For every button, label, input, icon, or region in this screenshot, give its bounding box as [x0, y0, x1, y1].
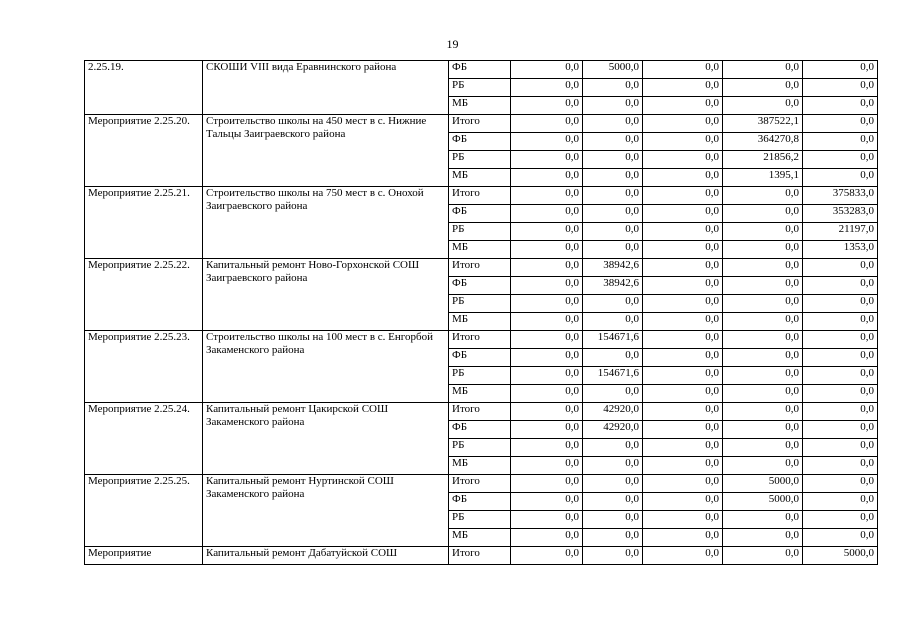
table-row	[85, 259, 878, 277]
funding-source-cell: МБ	[449, 457, 511, 475]
amount-cell: 0,0	[583, 385, 643, 403]
event-description-cell: Строительство школы на 750 мест в с. Онохой Заиграевского района	[203, 187, 449, 259]
amount-cell: 0,0	[803, 349, 878, 367]
amount-cell: 0,0	[803, 79, 878, 97]
funding-source-cell: Итого	[449, 547, 511, 565]
amount-cell: 0,0	[723, 259, 803, 277]
event-description-cell: Капитальный ремонт Нуртинской СОШ Закаменского района	[203, 475, 449, 547]
amount-cell: 0,0	[643, 385, 723, 403]
funding-source-cell: Итого	[449, 259, 511, 277]
amount-cell: 0,0	[643, 313, 723, 331]
amount-cell: 0,0	[643, 187, 723, 205]
amount-cell: 0,0	[643, 367, 723, 385]
event-label-cell: Мероприятие 2.25.25.	[85, 475, 203, 547]
amount-cell: 0,0	[583, 349, 643, 367]
funding-source-cell: МБ	[449, 385, 511, 403]
amount-cell: 0,0	[583, 79, 643, 97]
amount-cell: 0,0	[511, 151, 583, 169]
amount-cell: 0,0	[803, 313, 878, 331]
event-description-cell: Капитальный ремонт Ново-Горхонской СОШ Заиграевского района	[203, 259, 449, 331]
amount-cell: 0,0	[723, 511, 803, 529]
funding-source-cell: РБ	[449, 79, 511, 97]
funding-source-cell: Итого	[449, 115, 511, 133]
funding-source-cell: ФБ	[449, 61, 511, 79]
amount-cell: 38942,6	[583, 277, 643, 295]
amount-cell: 0,0	[723, 187, 803, 205]
amount-cell: 0,0	[803, 493, 878, 511]
amount-cell: 0,0	[583, 439, 643, 457]
amount-cell: 0,0	[511, 79, 583, 97]
amount-cell: 21197,0	[803, 223, 878, 241]
amount-cell: 0,0	[583, 187, 643, 205]
amount-cell: 42920,0	[583, 421, 643, 439]
amount-cell: 0,0	[511, 403, 583, 421]
amount-cell: 0,0	[723, 241, 803, 259]
funding-source-cell: МБ	[449, 97, 511, 115]
amount-cell: 387522,1	[723, 115, 803, 133]
amount-cell: 5000,0	[723, 475, 803, 493]
amount-cell: 0,0	[643, 97, 723, 115]
amount-cell: 0,0	[723, 277, 803, 295]
amount-cell: 0,0	[803, 367, 878, 385]
amount-cell: 0,0	[643, 169, 723, 187]
funding-source-cell: РБ	[449, 295, 511, 313]
amount-cell: 0,0	[643, 277, 723, 295]
amount-cell: 0,0	[723, 97, 803, 115]
page-number: 19	[446, 37, 459, 51]
funding-source-cell: Итого	[449, 403, 511, 421]
table-row	[85, 403, 878, 421]
funding-source-cell: РБ	[449, 439, 511, 457]
amount-cell: 0,0	[803, 277, 878, 295]
amount-cell: 0,0	[723, 439, 803, 457]
amount-cell: 0,0	[803, 529, 878, 547]
amount-cell: 0,0	[723, 457, 803, 475]
amount-cell: 0,0	[583, 511, 643, 529]
amount-cell: 0,0	[643, 259, 723, 277]
amount-cell: 353283,0	[803, 205, 878, 223]
funding-source-cell: ФБ	[449, 205, 511, 223]
amount-cell: 154671,6	[583, 331, 643, 349]
amount-cell: 0,0	[583, 529, 643, 547]
amount-cell: 0,0	[643, 205, 723, 223]
amount-cell: 0,0	[723, 385, 803, 403]
funding-source-cell: ФБ	[449, 421, 511, 439]
amount-cell: 0,0	[803, 259, 878, 277]
amount-cell: 0,0	[643, 475, 723, 493]
amount-cell: 0,0	[583, 169, 643, 187]
amount-cell: 0,0	[583, 241, 643, 259]
amount-cell: 0,0	[643, 295, 723, 313]
amount-cell: 0,0	[583, 475, 643, 493]
amount-cell: 0,0	[643, 439, 723, 457]
funding-source-cell: ФБ	[449, 493, 511, 511]
event-label-cell: Мероприятие 2.25.20.	[85, 115, 203, 187]
amount-cell: 1353,0	[803, 241, 878, 259]
amount-cell: 0,0	[723, 403, 803, 421]
amount-cell: 0,0	[511, 547, 583, 565]
amount-cell: 42920,0	[583, 403, 643, 421]
amount-cell: 0,0	[511, 475, 583, 493]
amount-cell: 38942,6	[583, 259, 643, 277]
funding-source-cell: Итого	[449, 187, 511, 205]
event-description-cell: СКОШИ VIII вида Еравнинского района	[203, 61, 449, 115]
amount-cell: 0,0	[803, 151, 878, 169]
amount-cell: 0,0	[723, 547, 803, 565]
amount-cell: 0,0	[803, 169, 878, 187]
amount-cell: 0,0	[583, 133, 643, 151]
amount-cell: 0,0	[643, 151, 723, 169]
amount-cell: 0,0	[511, 133, 583, 151]
amount-cell: 0,0	[583, 115, 643, 133]
event-description-cell: Капитальный ремонт Дабатуйской СОШ	[203, 547, 449, 565]
amount-cell: 0,0	[583, 547, 643, 565]
amount-cell: 0,0	[511, 205, 583, 223]
amount-cell: 0,0	[723, 61, 803, 79]
amount-cell: 5000,0	[803, 547, 878, 565]
amount-cell: 0,0	[803, 331, 878, 349]
table-row	[85, 331, 878, 349]
amount-cell: 0,0	[511, 277, 583, 295]
amount-cell: 0,0	[803, 115, 878, 133]
amount-cell: 0,0	[511, 367, 583, 385]
amount-cell: 0,0	[803, 385, 878, 403]
funding-source-cell: РБ	[449, 367, 511, 385]
amount-cell: 0,0	[723, 295, 803, 313]
amount-cell: 0,0	[583, 457, 643, 475]
table-row	[85, 187, 878, 205]
amount-cell: 0,0	[643, 349, 723, 367]
amount-cell: 0,0	[803, 421, 878, 439]
amount-cell: 0,0	[511, 223, 583, 241]
amount-cell: 0,0	[511, 97, 583, 115]
amount-cell: 0,0	[643, 79, 723, 97]
amount-cell: 0,0	[511, 385, 583, 403]
funding-source-cell: РБ	[449, 223, 511, 241]
amount-cell: 1395,1	[723, 169, 803, 187]
amount-cell: 0,0	[583, 151, 643, 169]
amount-cell: 0,0	[723, 79, 803, 97]
amount-cell: 0,0	[583, 313, 643, 331]
amount-cell: 0,0	[511, 349, 583, 367]
amount-cell: 0,0	[511, 493, 583, 511]
amount-cell: 0,0	[583, 493, 643, 511]
amount-cell: 0,0	[511, 457, 583, 475]
amount-cell: 0,0	[803, 133, 878, 151]
amount-cell: 0,0	[803, 475, 878, 493]
amount-cell: 0,0	[511, 259, 583, 277]
funding-source-cell: РБ	[449, 151, 511, 169]
amount-cell: 0,0	[643, 223, 723, 241]
amount-cell: 0,0	[643, 511, 723, 529]
amount-cell: 0,0	[511, 529, 583, 547]
amount-cell: 0,0	[511, 313, 583, 331]
amount-cell: 0,0	[723, 529, 803, 547]
amount-cell: 0,0	[583, 97, 643, 115]
funding-source-cell: Итого	[449, 331, 511, 349]
funding-source-cell: МБ	[449, 169, 511, 187]
amount-cell: 0,0	[643, 547, 723, 565]
amount-cell: 0,0	[723, 331, 803, 349]
amount-cell: 364270,8	[723, 133, 803, 151]
table-row	[85, 547, 878, 565]
amount-cell: 0,0	[583, 223, 643, 241]
amount-cell: 0,0	[723, 223, 803, 241]
event-description-cell: Капитальный ремонт Цакирской СОШ Закаменского района	[203, 403, 449, 475]
event-description-cell: Строительство школы на 450 мест в с. Нижние Тальцы Заиграевского района	[203, 115, 449, 187]
event-label-cell: Мероприятие 2.25.24.	[85, 403, 203, 475]
funding-source-cell: РБ	[449, 511, 511, 529]
amount-cell: 0,0	[803, 439, 878, 457]
amount-cell: 0,0	[643, 403, 723, 421]
amount-cell: 154671,6	[583, 367, 643, 385]
funding-source-cell: МБ	[449, 529, 511, 547]
amount-cell: 0,0	[803, 61, 878, 79]
table-row	[85, 475, 878, 493]
amount-cell: 0,0	[511, 331, 583, 349]
amount-cell: 0,0	[643, 61, 723, 79]
amount-cell: 0,0	[723, 367, 803, 385]
amount-cell: 0,0	[583, 295, 643, 313]
amount-cell: 0,0	[643, 457, 723, 475]
funding-source-cell: Итого	[449, 475, 511, 493]
table-row	[85, 61, 878, 79]
amount-cell: 0,0	[803, 403, 878, 421]
event-label-cell: 2.25.19.	[85, 61, 203, 115]
amount-cell: 0,0	[803, 511, 878, 529]
amount-cell: 21856,2	[723, 151, 803, 169]
table-row	[85, 115, 878, 133]
amount-cell: 0,0	[723, 313, 803, 331]
amount-cell: 0,0	[643, 529, 723, 547]
amount-cell: 0,0	[643, 421, 723, 439]
amount-cell: 0,0	[723, 349, 803, 367]
amount-cell: 0,0	[643, 493, 723, 511]
event-label-cell: Мероприятие 2.25.21.	[85, 187, 203, 259]
amount-cell: 0,0	[511, 295, 583, 313]
amount-cell: 0,0	[723, 205, 803, 223]
funding-source-cell: МБ	[449, 241, 511, 259]
event-label-cell: Мероприятие 2.25.23.	[85, 331, 203, 403]
amount-cell: 0,0	[643, 133, 723, 151]
amount-cell: 0,0	[723, 421, 803, 439]
amount-cell: 0,0	[511, 169, 583, 187]
amount-cell: 0,0	[511, 511, 583, 529]
amount-cell: 0,0	[511, 241, 583, 259]
amount-cell: 0,0	[643, 331, 723, 349]
amount-cell: 375833,0	[803, 187, 878, 205]
amount-cell: 0,0	[643, 115, 723, 133]
amount-cell: 0,0	[511, 115, 583, 133]
event-label-cell: Мероприятие 2.25.22.	[85, 259, 203, 331]
amount-cell: 0,0	[583, 205, 643, 223]
funding-source-cell: ФБ	[449, 133, 511, 151]
funding-source-cell: ФБ	[449, 277, 511, 295]
funding-source-cell: ФБ	[449, 349, 511, 367]
amount-cell: 0,0	[803, 97, 878, 115]
table-body	[85, 61, 878, 565]
amount-cell: 0,0	[511, 61, 583, 79]
event-label-cell: Мероприятие	[85, 547, 203, 565]
amount-cell: 5000,0	[723, 493, 803, 511]
amount-cell: 0,0	[511, 421, 583, 439]
funding-source-cell: МБ	[449, 313, 511, 331]
event-description-cell: Строительство школы на 100 мест в с. Енгорбой Закаменского района	[203, 331, 449, 403]
amount-cell: 0,0	[803, 457, 878, 475]
amount-cell: 0,0	[511, 187, 583, 205]
amount-cell: 0,0	[643, 241, 723, 259]
amount-cell: 0,0	[803, 295, 878, 313]
amount-cell: 0,0	[511, 439, 583, 457]
amount-cell: 5000,0	[583, 61, 643, 79]
budget-table	[84, 60, 878, 565]
